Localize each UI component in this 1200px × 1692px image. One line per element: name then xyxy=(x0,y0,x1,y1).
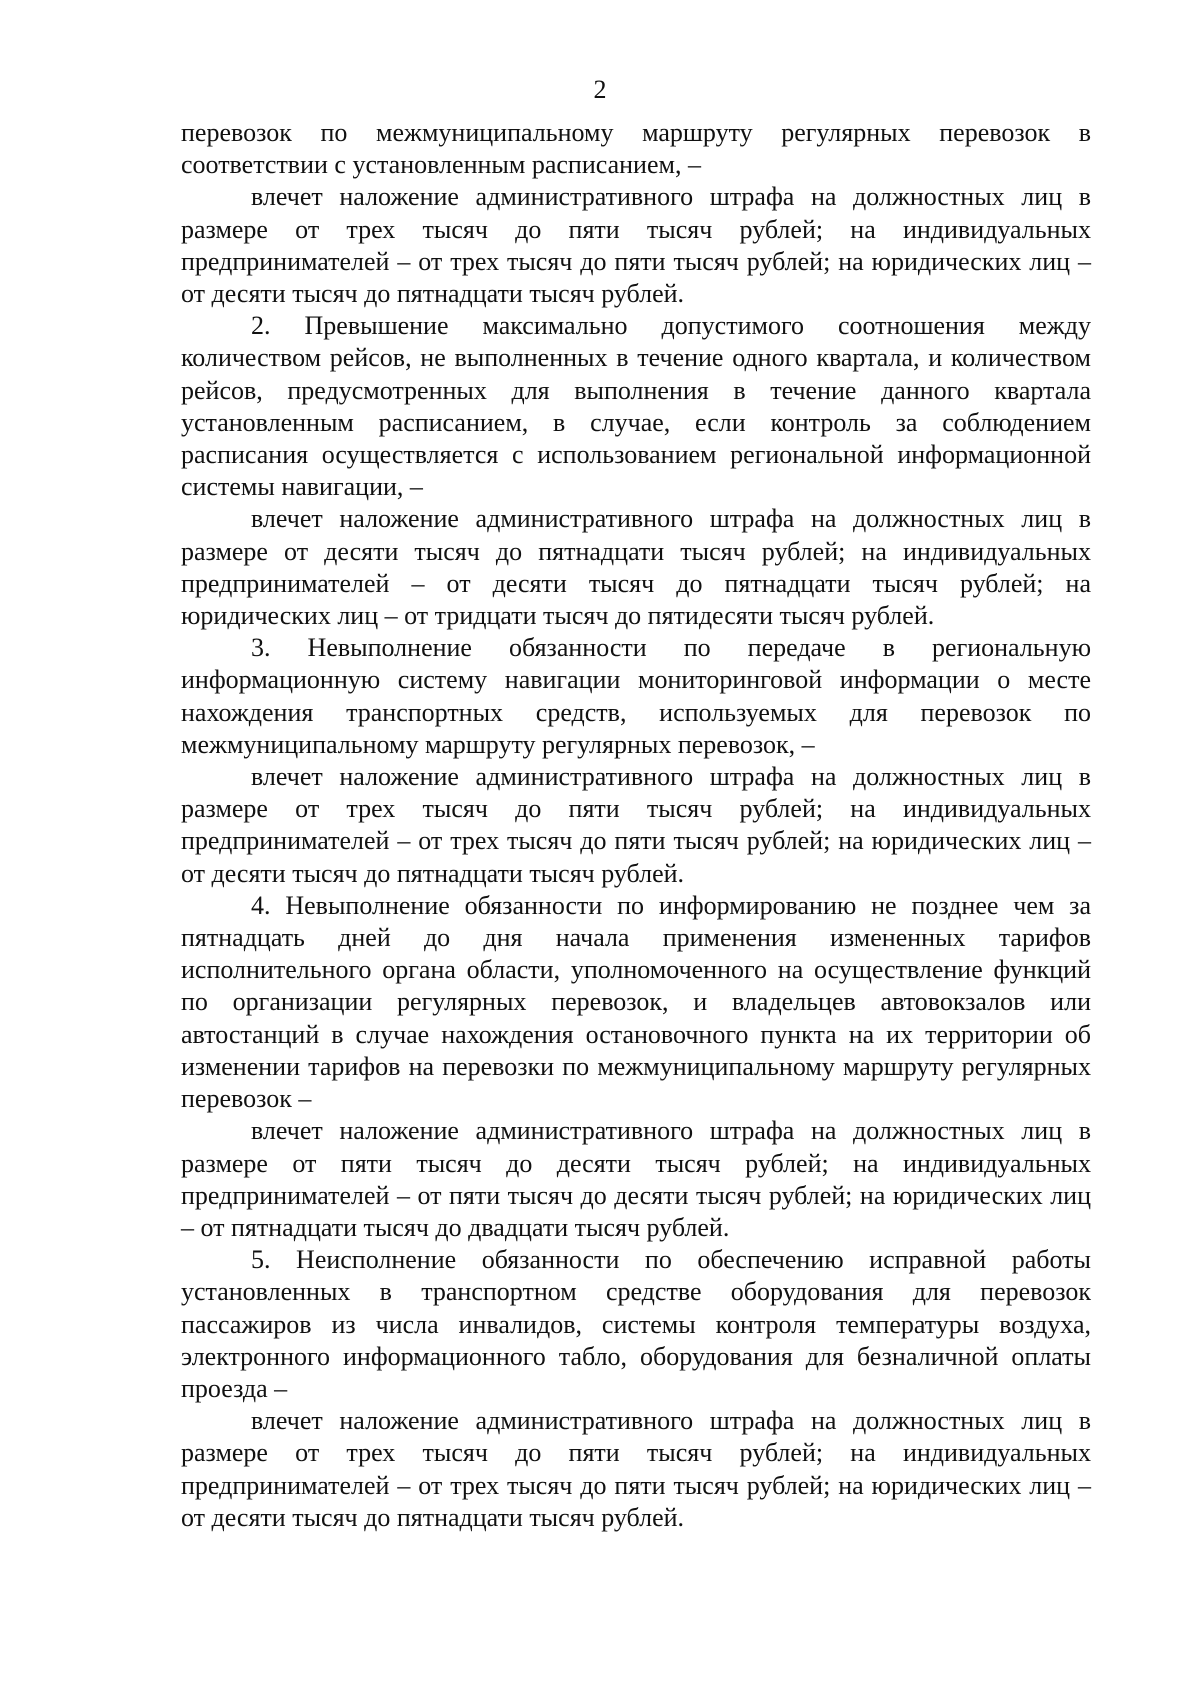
paragraph-penalty-5: влечет наложение административного штрафа на должностных лиц в размере от трех тысяч до пяти тысяч рублей; на индивидуальных предпринимателей – от трех тысяч до пяти тысяч рублей; на юридических лиц – от десяти тысяч до пятнадцати тысяч рублей. xyxy=(181,1406,1091,1532)
paragraph-item-5: 5. Неисполнение обязанности по обеспечению исправной работы установленных в транспортном средстве оборудования для перевозок пассажиров из числа инвалидов, системы контроля температуры воздуха, электронного информационного табло, оборудования для безналичной оплаты проезда – xyxy=(181,1245,1091,1403)
paragraph-penalty-2: влечет наложение административного штрафа на должностных лиц в размере от десяти тысяч до пятнадцати тысяч рублей; на индивидуальных предпринимателей – от десяти тысяч до пятнадцати тысяч рублей; на юридических лиц – от тридцати тысяч до пятидесяти тысяч рублей. xyxy=(181,504,1091,631)
paragraph-item-4: 4. Невыполнение обязанности по информированию не позднее чем за пятнадцать дней до дня начала применения измененных тарифов исполнительного органа области, уполномоченного на осуществление функций по организации регулярных перевозок, и владельцев автовокзалов или автостанций в случае нахождения остановочного пункта на их территории об изменении тарифов на перевозки по межмуниципальному маршруту регулярных перевозок – xyxy=(181,890,1091,1114)
paragraph-penalty-3: влечет наложение административного штрафа на должностных лиц в размере от трех тысяч до пяти тысяч рублей; на индивидуальных предпринимателей – от трех тысяч до пяти тысяч рублей; на юридических лиц – от десяти тысяч до пятнадцати тысяч рублей. xyxy=(181,762,1091,888)
document-body xyxy=(181,117,1091,1534)
page-number: 2 xyxy=(593,75,607,104)
paragraph-item-3: 3. Невыполнение обязанности по передаче в региональную информационную систему навигации мониторинговой информации о месте нахождения транспортных средств, используемых для перевозок по межмуниципальному маршруту регулярных перевозок, – xyxy=(181,633,1091,759)
paragraph-continuation: перевозок по межмуниципальному маршруту регулярных перевозок в соответствии с установленным расписанием, – xyxy=(181,118,1091,180)
paragraph-item-2: 2. Превышение максимально допустимого соотношения между количеством рейсов, не выполненных в течение одного квартала, и количеством рейсов, предусмотренных для выполнения в течение данного квартала установленным расписанием, в случае, если контроль за соблюдением расписания осуществляется с использованием региональной информационной системы навигации, – xyxy=(181,311,1091,502)
paragraph-penalty-4: влечет наложение административного штрафа на должностных лиц в размере от пяти тысяч до десяти тысяч рублей; на индивидуальных предпринимателей – от пяти тысяч до десяти тысяч рублей; на юридических лиц – от пятнадцати тысяч до двадцати тысяч рублей. xyxy=(181,1116,1091,1242)
paragraph-penalty-1: влечет наложение административного штрафа на должностных лиц в размере от трех тысяч до пяти тысяч рублей; на индивидуальных предпринимателей – от трех тысяч до пяти тысяч рублей; на юридических лиц – от десяти тысяч до пятнадцати тысяч рублей. xyxy=(181,182,1091,309)
